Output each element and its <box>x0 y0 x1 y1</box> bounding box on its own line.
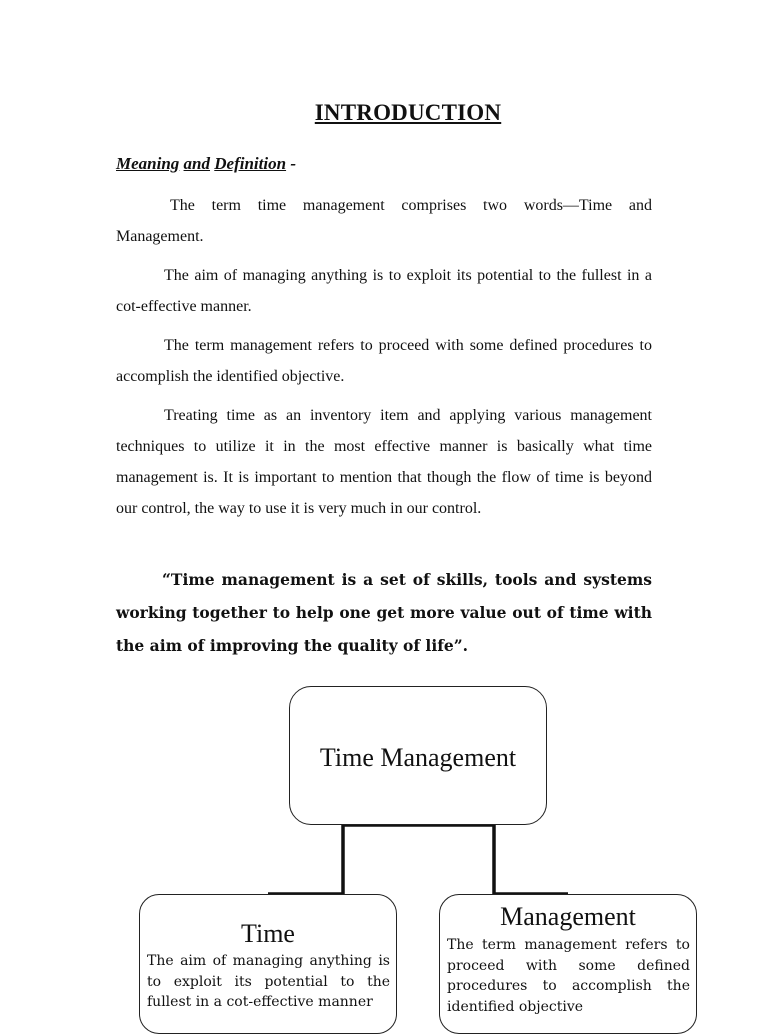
diagram-root-label: Time Management <box>319 743 517 772</box>
diagram-child-management-desc: The term management refers to proceed with some defined procedures to accomplish the identified objective <box>447 937 690 1015</box>
diagram-child-time-title: Time <box>241 919 295 948</box>
paragraph-4: Treating time as an inventory item and applying various management techniques to utilize it in the most effective manner is basically what time management is. It is important to mention that though the flow of time is beyond our control, the way to use it is very much in our control. <box>116 407 652 517</box>
diagram-child-management-title: Management <box>500 902 636 931</box>
paragraph-3: The term management refers to proceed with some defined procedures to accomplish the identified objective. <box>116 337 652 385</box>
subheading-word-and: and <box>183 154 211 173</box>
diagram-root-box <box>289 686 547 825</box>
connector-right <box>343 825 568 894</box>
section-subheading <box>116 154 296 174</box>
paragraph-1: The term time management comprises two words—Time and Management. <box>116 197 652 245</box>
diagram-child-management <box>439 894 697 1034</box>
definition-quote: “Time management is a set of skills, tools and systems working together to help one get more value out of time with the aim of improving the quality of life”. <box>116 570 652 655</box>
subheading-word-meaning: Meaning <box>116 154 180 173</box>
connector-left <box>268 825 343 894</box>
diagram-child-time-desc: The aim of managing anything is to exploit its potential to the fullest in a cot-effective manner <box>147 953 390 1010</box>
subheading-dash: - <box>286 154 296 173</box>
diagram-child-time <box>139 894 397 1034</box>
paragraph-2: The aim of managing anything is to exploit its potential to the fullest in a cot-effective manner. <box>116 267 652 315</box>
page-title: INTRODUCTION <box>314 100 502 125</box>
subheading-word-definition: Definition <box>214 154 287 173</box>
